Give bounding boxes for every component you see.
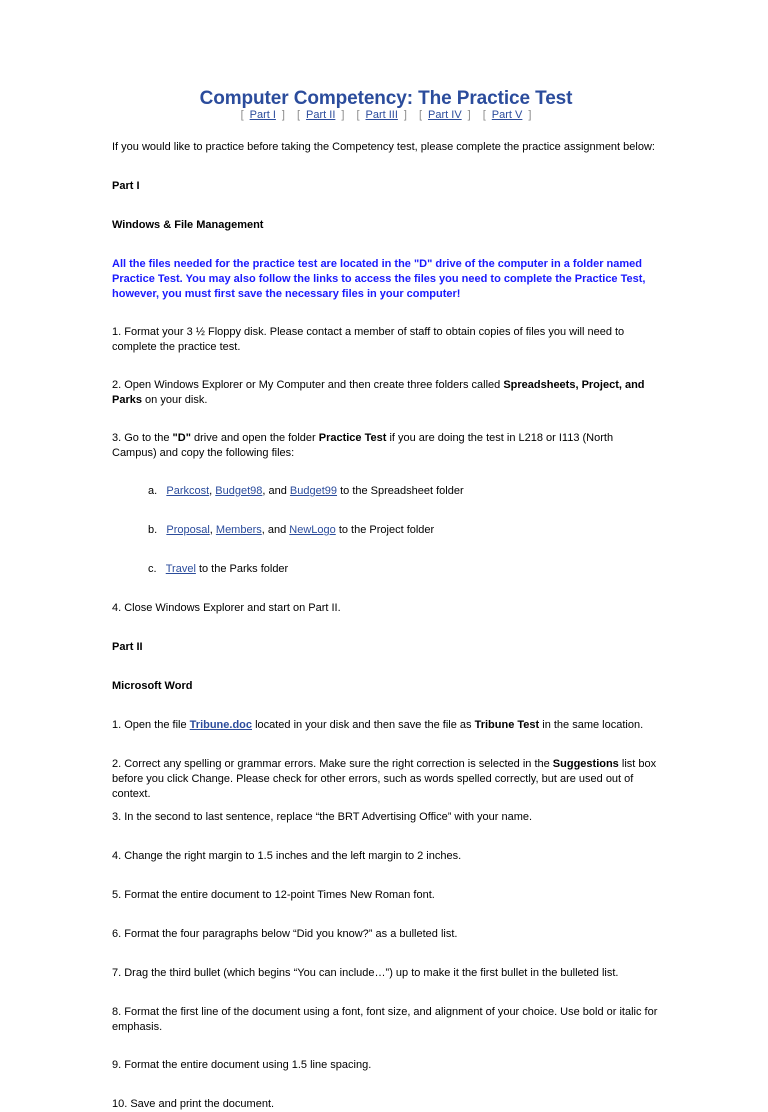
part2-step-2 xyxy=(112,757,660,802)
part2-step-5: 5. Format the entire document to 12-point Times New Roman font. xyxy=(112,889,435,901)
intro-text: If you would like to practice before taking the Competency test, please complete the practice assignment below: xyxy=(112,141,655,153)
separator: , and xyxy=(262,485,290,497)
folder-names: Spreadsheets, Project, and Parks xyxy=(112,379,645,406)
part1-step-1: 1. Format your 3 ½ Floppy disk. Please contact a member of staff to obtain copies of files you will need to complete the practice test. xyxy=(112,326,625,353)
file-link-budget98[interactable]: Budget98 xyxy=(215,485,263,497)
item-suffix: to the Spreadsheet folder xyxy=(337,485,464,497)
part2-step-1 xyxy=(112,718,660,733)
copy-item-c xyxy=(148,562,660,577)
part1-step-2 xyxy=(112,378,660,408)
separator: , xyxy=(209,524,216,536)
file-link-budget99[interactable]: Budget99 xyxy=(289,485,338,497)
suggestions-label: Suggestions xyxy=(552,758,619,770)
part2-step-10: 10. Save and print the document. xyxy=(112,1098,275,1110)
nav-bracket-close: ] xyxy=(341,109,345,121)
item-prefix: b. xyxy=(148,524,158,536)
item-suffix: to the Project folder xyxy=(335,524,435,536)
nav-bracket-open: [ xyxy=(482,109,486,121)
file-link-newlogo[interactable]: NewLogo xyxy=(289,524,336,536)
part2-heading: Part II xyxy=(112,641,143,653)
nav-bracket-open: [ xyxy=(356,109,360,121)
nav-bracket-close: ] xyxy=(467,109,471,121)
file-link-parkcost[interactable]: Parkcost xyxy=(166,485,210,497)
part1-step-3 xyxy=(112,431,660,461)
step-text: on your disk. xyxy=(141,394,208,406)
part2-step-9: 9. Format the entire document using 1.5 line spacing. xyxy=(112,1059,372,1071)
step-text: in the same location. xyxy=(539,719,644,731)
part-navigation xyxy=(112,109,660,121)
part2-step-8: 8. Format the first line of the document using a font, font size, and alignment of your choice. Use bold or italic for emphasis. xyxy=(112,1006,658,1033)
step-text: 2. Correct any spelling or grammar errors. Make sure the right correction is selected in the xyxy=(112,758,553,770)
file-link-travel[interactable]: Travel xyxy=(165,563,196,575)
page-title: Computer Competency: The Practice Test xyxy=(199,88,573,109)
part2-step-6: 6. Format the four paragraphs below “Did you know?” as a bulleted list. xyxy=(112,928,458,940)
folder-name: Practice Test xyxy=(318,432,387,444)
nav-bracket-close: ] xyxy=(403,109,407,121)
part1-step-4: 4. Close Windows Explorer and start on Part II. xyxy=(112,602,341,614)
nav-link-part-1[interactable]: Part I xyxy=(249,109,276,121)
nav-link-part-3[interactable]: Part III xyxy=(365,109,398,121)
nav-bracket-open: [ xyxy=(296,109,301,121)
file-link-tribune[interactable]: Tribune.doc xyxy=(189,719,253,731)
step-text: located in your disk and then save the file as xyxy=(252,719,475,731)
step-text: if you are doing the test in L218 or I113 (North Campus) and copy the following files: xyxy=(112,432,614,459)
file-link-members[interactable]: Members xyxy=(215,524,262,536)
files-notice: All the files needed for the practice test are located in the "D" drive of the computer in a folder named Practice Test. You may also follow the links to access the files you need to complete the Practice Test, however, you must first save the necessary files in your computer! xyxy=(112,258,646,300)
file-link-proposal[interactable]: Proposal xyxy=(166,524,210,536)
nav-link-part-5[interactable]: Part V xyxy=(491,109,523,121)
item-prefix: a. xyxy=(148,485,158,497)
nav-bracket-open: [ xyxy=(418,109,423,121)
part1-subheading: Windows & File Management xyxy=(112,219,264,231)
part2-step-4: 4. Change the right margin to 1.5 inches and the left margin to 2 inches. xyxy=(112,850,462,862)
step-text: 3. Go to the xyxy=(112,432,173,444)
nav-bracket-open: [ xyxy=(240,109,244,121)
nav-link-part-2[interactable]: Part II xyxy=(306,109,336,121)
step-text: 1. Open the file xyxy=(112,719,190,731)
separator: , and xyxy=(261,524,290,536)
step-text: list box before you click Change. Please check for other errors, such as words spelled correctly, but are used out of context. xyxy=(112,758,657,800)
part2-step-3: 3. In the second to last sentence, replace “the BRT Advertising Office” with your name. xyxy=(112,811,533,823)
step-text: drive and open the folder xyxy=(190,432,319,444)
save-filename: Tribune Test xyxy=(474,719,540,731)
separator: , xyxy=(209,485,216,497)
step-text: 2. Open Windows Explorer or My Computer and then create three folders called xyxy=(112,379,504,391)
nav-link-part-4[interactable]: Part IV xyxy=(428,109,462,121)
item-prefix: c. xyxy=(148,563,157,575)
nav-bracket-close: ] xyxy=(281,109,285,121)
part2-step-7: 7. Drag the third bullet (which begins “You can include…”) up to make it the first bullet in the bulleted list. xyxy=(112,967,619,979)
nav-bracket-close: ] xyxy=(528,109,532,121)
copy-item-b xyxy=(148,523,660,538)
part1-heading: Part I xyxy=(112,180,140,192)
part2-subheading: Microsoft Word xyxy=(112,680,193,692)
drive-name: "D" xyxy=(172,432,191,444)
item-suffix: to the Parks folder xyxy=(195,563,289,575)
copy-item-a xyxy=(148,484,660,499)
